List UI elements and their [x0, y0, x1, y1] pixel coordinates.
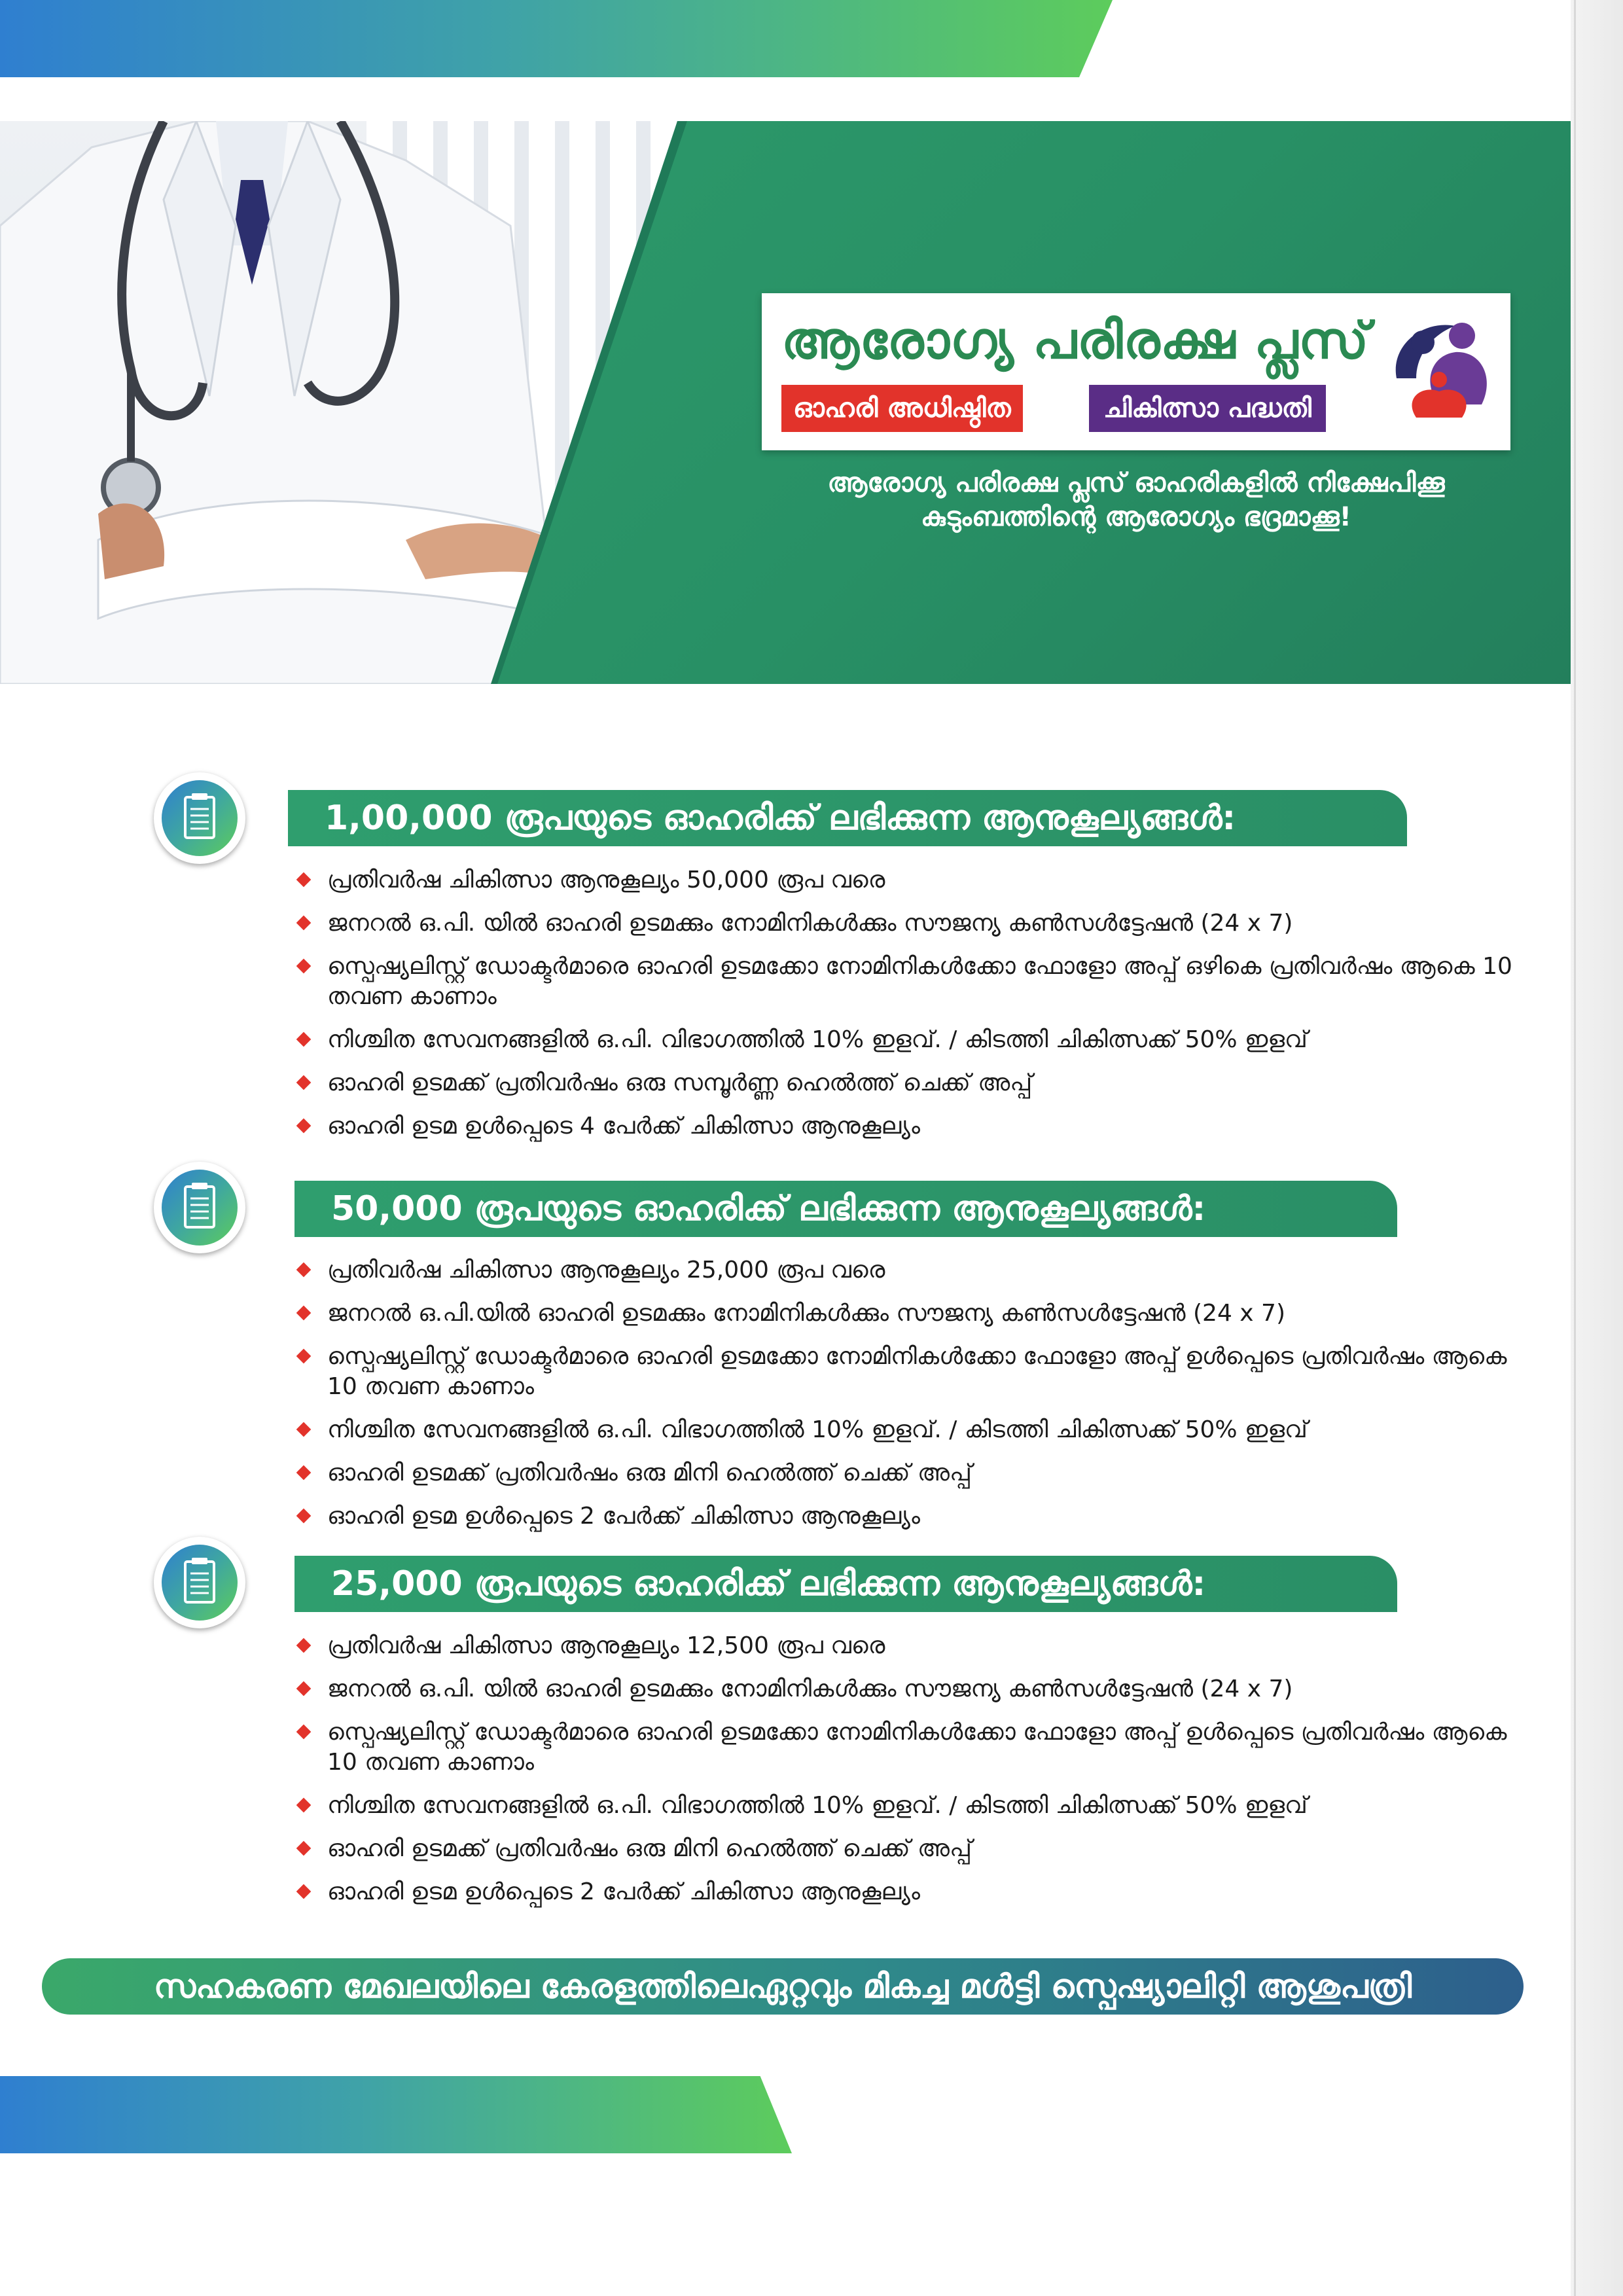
list-item: പ്രതിവർഷ ചികിത്സാ ആനുകൂല്യം 25,000 രൂപ വരെ [294, 1255, 1525, 1285]
list-item: പ്രതിവർഷ ചികിത്സാ ആനുകൂല്യം 12,500 രൂപ വരെ [294, 1631, 1525, 1661]
page-edge-line [1574, 0, 1576, 2296]
bullet-diamond-icon [296, 1681, 312, 1696]
list-item: സ്പെഷ്യലിസ്റ്റ് ഡോക്ടർമാരെ ഓഹരി ഉടമക്കോ നോമിനികൾക്കോ ഫോളോ അപ്പ് ഉൾപ്പെടെ പ്രതിവർഷം ആകെ 10 തവണ കാണാം [294, 1717, 1525, 1778]
top-ribbon [0, 0, 1113, 77]
page-edge [1571, 0, 1623, 2296]
list-item: ഓഹരി ഉടമ ഉൾപ്പെടെ 2 പേർക്ക് ചികിത്സാ ആനുകൂല്യം [294, 1501, 1525, 1532]
section-icon-1 [154, 772, 245, 864]
hero-tagline [762, 466, 1510, 534]
list-item: ഓഹരി ഉടമ ഉൾപ്പെടെ 2 പേർക്ക് ചികിത്സാ ആനുകൂല്യം [294, 1877, 1525, 1907]
bullet-diamond-icon [296, 1798, 312, 1813]
list-item: നിശ്ചിത സേവനങ്ങളിൽ ഒ.പി. വിഭാഗത്തിൽ 10% ഇളവ്. / കിടത്തി ചികിത്സക്ക് 50% ഇളവ് [294, 1415, 1525, 1445]
subtitle-treatment-scheme: ചികിത്സാ പദ്ധതി [1089, 385, 1326, 432]
section-heading-3: 25,000 രൂപയുടെ ഓഹരിക്ക് ലഭിക്കുന്ന ആനുകൂല്യങ്ങൾ: [294, 1556, 1397, 1612]
list-item: ജനറൽ ഒ.പി. യിൽ ഓഹരി ഉടമക്കും നോമിനികൾക്കും സൗജന്യ കൺസൾട്ടേഷൻ (24 x 7) [294, 1674, 1525, 1704]
bullet-diamond-icon [296, 1032, 312, 1047]
bullet-diamond-icon [296, 959, 312, 974]
list-item: ഓഹരി ഉടമക്ക് പ്രതിവർഷം ഒരു മിനി ഹെൽത്ത് ചെക്ക് അപ്പ് [294, 1834, 1525, 1864]
benefits-list-2 [294, 1255, 1525, 1545]
list-item: ഓഹരി ഉടമ ഉൾപ്പെടെ 4 പേർക്ക് ചികിത്സാ ആനുകൂല്യം [294, 1111, 1525, 1141]
family-care-logo-icon [1377, 306, 1501, 431]
program-title: ആരോഗ്യ പരിരക്ഷ പ്ലസ് [781, 312, 1370, 370]
bottom-ribbon [0, 2076, 792, 2153]
section-heading-1: 1,00,000 രൂപയുടെ ഓഹരിക്ക് ലഭിക്കുന്ന ആനുകൂല്യങ്ങൾ: [288, 790, 1407, 846]
bullet-diamond-icon [296, 916, 312, 931]
bullet-diamond-icon [296, 1119, 312, 1134]
list-item: ഓഹരി ഉടമക്ക് പ്രതിവർഷം ഒരു മിനി ഹെൽത്ത് ചെക്ക് അപ്പ് [294, 1458, 1525, 1488]
bullet-diamond-icon [296, 1465, 312, 1480]
section-icon-3 [154, 1537, 245, 1628]
list-item: ജനറൽ ഒ.പി.യിൽ ഓഹരി ഉടമക്കും നോമിനികൾക്കും സൗജന്യ കൺസൾട്ടേഷൻ (24 x 7) [294, 1299, 1525, 1329]
bullet-diamond-icon [296, 1422, 312, 1437]
tagline-line-1: ആരോഗ്യ പരിരക്ഷ പ്ലസ് ഓഹരികളിൽ നിക്ഷേപിക്കൂ [827, 468, 1445, 498]
tagline-line-2: കുടുംബത്തിന്റെ ആരോഗ്യം ഭദ്രമാക്കൂ! [921, 502, 1351, 532]
list-item: നിശ്ചിത സേവനങ്ങളിൽ ഒ.പി. വിഭാഗത്തിൽ 10% ഇളവ്. / കിടത്തി ചികിത്സക്ക് 50% ഇളവ് [294, 1025, 1525, 1055]
bullet-diamond-icon [296, 1509, 312, 1524]
clipboard-icon [162, 1170, 238, 1246]
list-item: നിശ്ചിത സേവനങ്ങളിൽ ഒ.പി. വിഭാഗത്തിൽ 10% ഇളവ്. / കിടത്തി ചികിത്സക്ക് 50% ഇളവ് [294, 1791, 1525, 1821]
section-icon-2 [154, 1162, 245, 1253]
bullet-diamond-icon [296, 1725, 312, 1740]
doctor-illustration [0, 121, 589, 684]
subtitle-share-based: ഓഹരി അധിഷ്ഠിത [781, 385, 1023, 432]
bullet-diamond-icon [296, 1841, 312, 1856]
benefits-list-1 [294, 865, 1525, 1155]
bullet-diamond-icon [296, 1263, 312, 1278]
bullet-diamond-icon [296, 872, 312, 888]
bullet-diamond-icon [296, 1884, 312, 1899]
list-item: ഓഹരി ഉടമക്ക് പ്രതിവർഷം ഒരു സമ്പൂർണ്ണ ഹെൽത്ത് ചെക്ക് അപ്പ് [294, 1068, 1525, 1098]
section-heading-2: 50,000 രൂപയുടെ ഓഹരിക്ക് ലഭിക്കുന്ന ആനുകൂല്യങ്ങൾ: [294, 1181, 1397, 1237]
clipboard-icon [162, 1545, 238, 1621]
benefits-list-3 [294, 1631, 1525, 1920]
list-item: സ്പെഷ്യലിസ്റ്റ് ഡോക്ടർമാരെ ഓഹരി ഉടമക്കോ നോമിനികൾക്കോ ഫോളോ അപ്പ് ഉൾപ്പെടെ പ്രതിവർഷം ആകെ 10 തവണ കാണാം [294, 1342, 1525, 1402]
bullet-diamond-icon [296, 1638, 312, 1653]
clipboard-icon [162, 780, 238, 856]
list-item: പ്രതിവർഷ ചികിത്സാ ആനുകൂല്യം 50,000 രൂപ വരെ [294, 865, 1525, 895]
list-item: സ്പെഷ്യലിസ്റ്റ് ഡോക്ടർമാരെ ഓഹരി ഉടമക്കോ നോമിനികൾക്കോ ഫോളോ അപ്പ് ഒഴികെ പ്രതിവർഷം ആകെ 10 തവണ കാണാം [294, 952, 1525, 1012]
title-card [762, 293, 1510, 450]
bullet-diamond-icon [296, 1075, 312, 1090]
bullet-diamond-icon [296, 1349, 312, 1364]
footer-slogan: സഹകരണ മേഖലയിലെ കേരളത്തിലെഏറ്റവും മികച്ച മൾട്ടി സ്പെഷ്യാലിറ്റി ആശുപത്രി [42, 1958, 1524, 2015]
list-item: ജനറൽ ഒ.പി. യിൽ ഓഹരി ഉടമക്കും നോമിനികൾക്കും സൗജന്യ കൺസൾട്ടേഷൻ (24 x 7) [294, 908, 1525, 939]
bullet-diamond-icon [296, 1306, 312, 1321]
